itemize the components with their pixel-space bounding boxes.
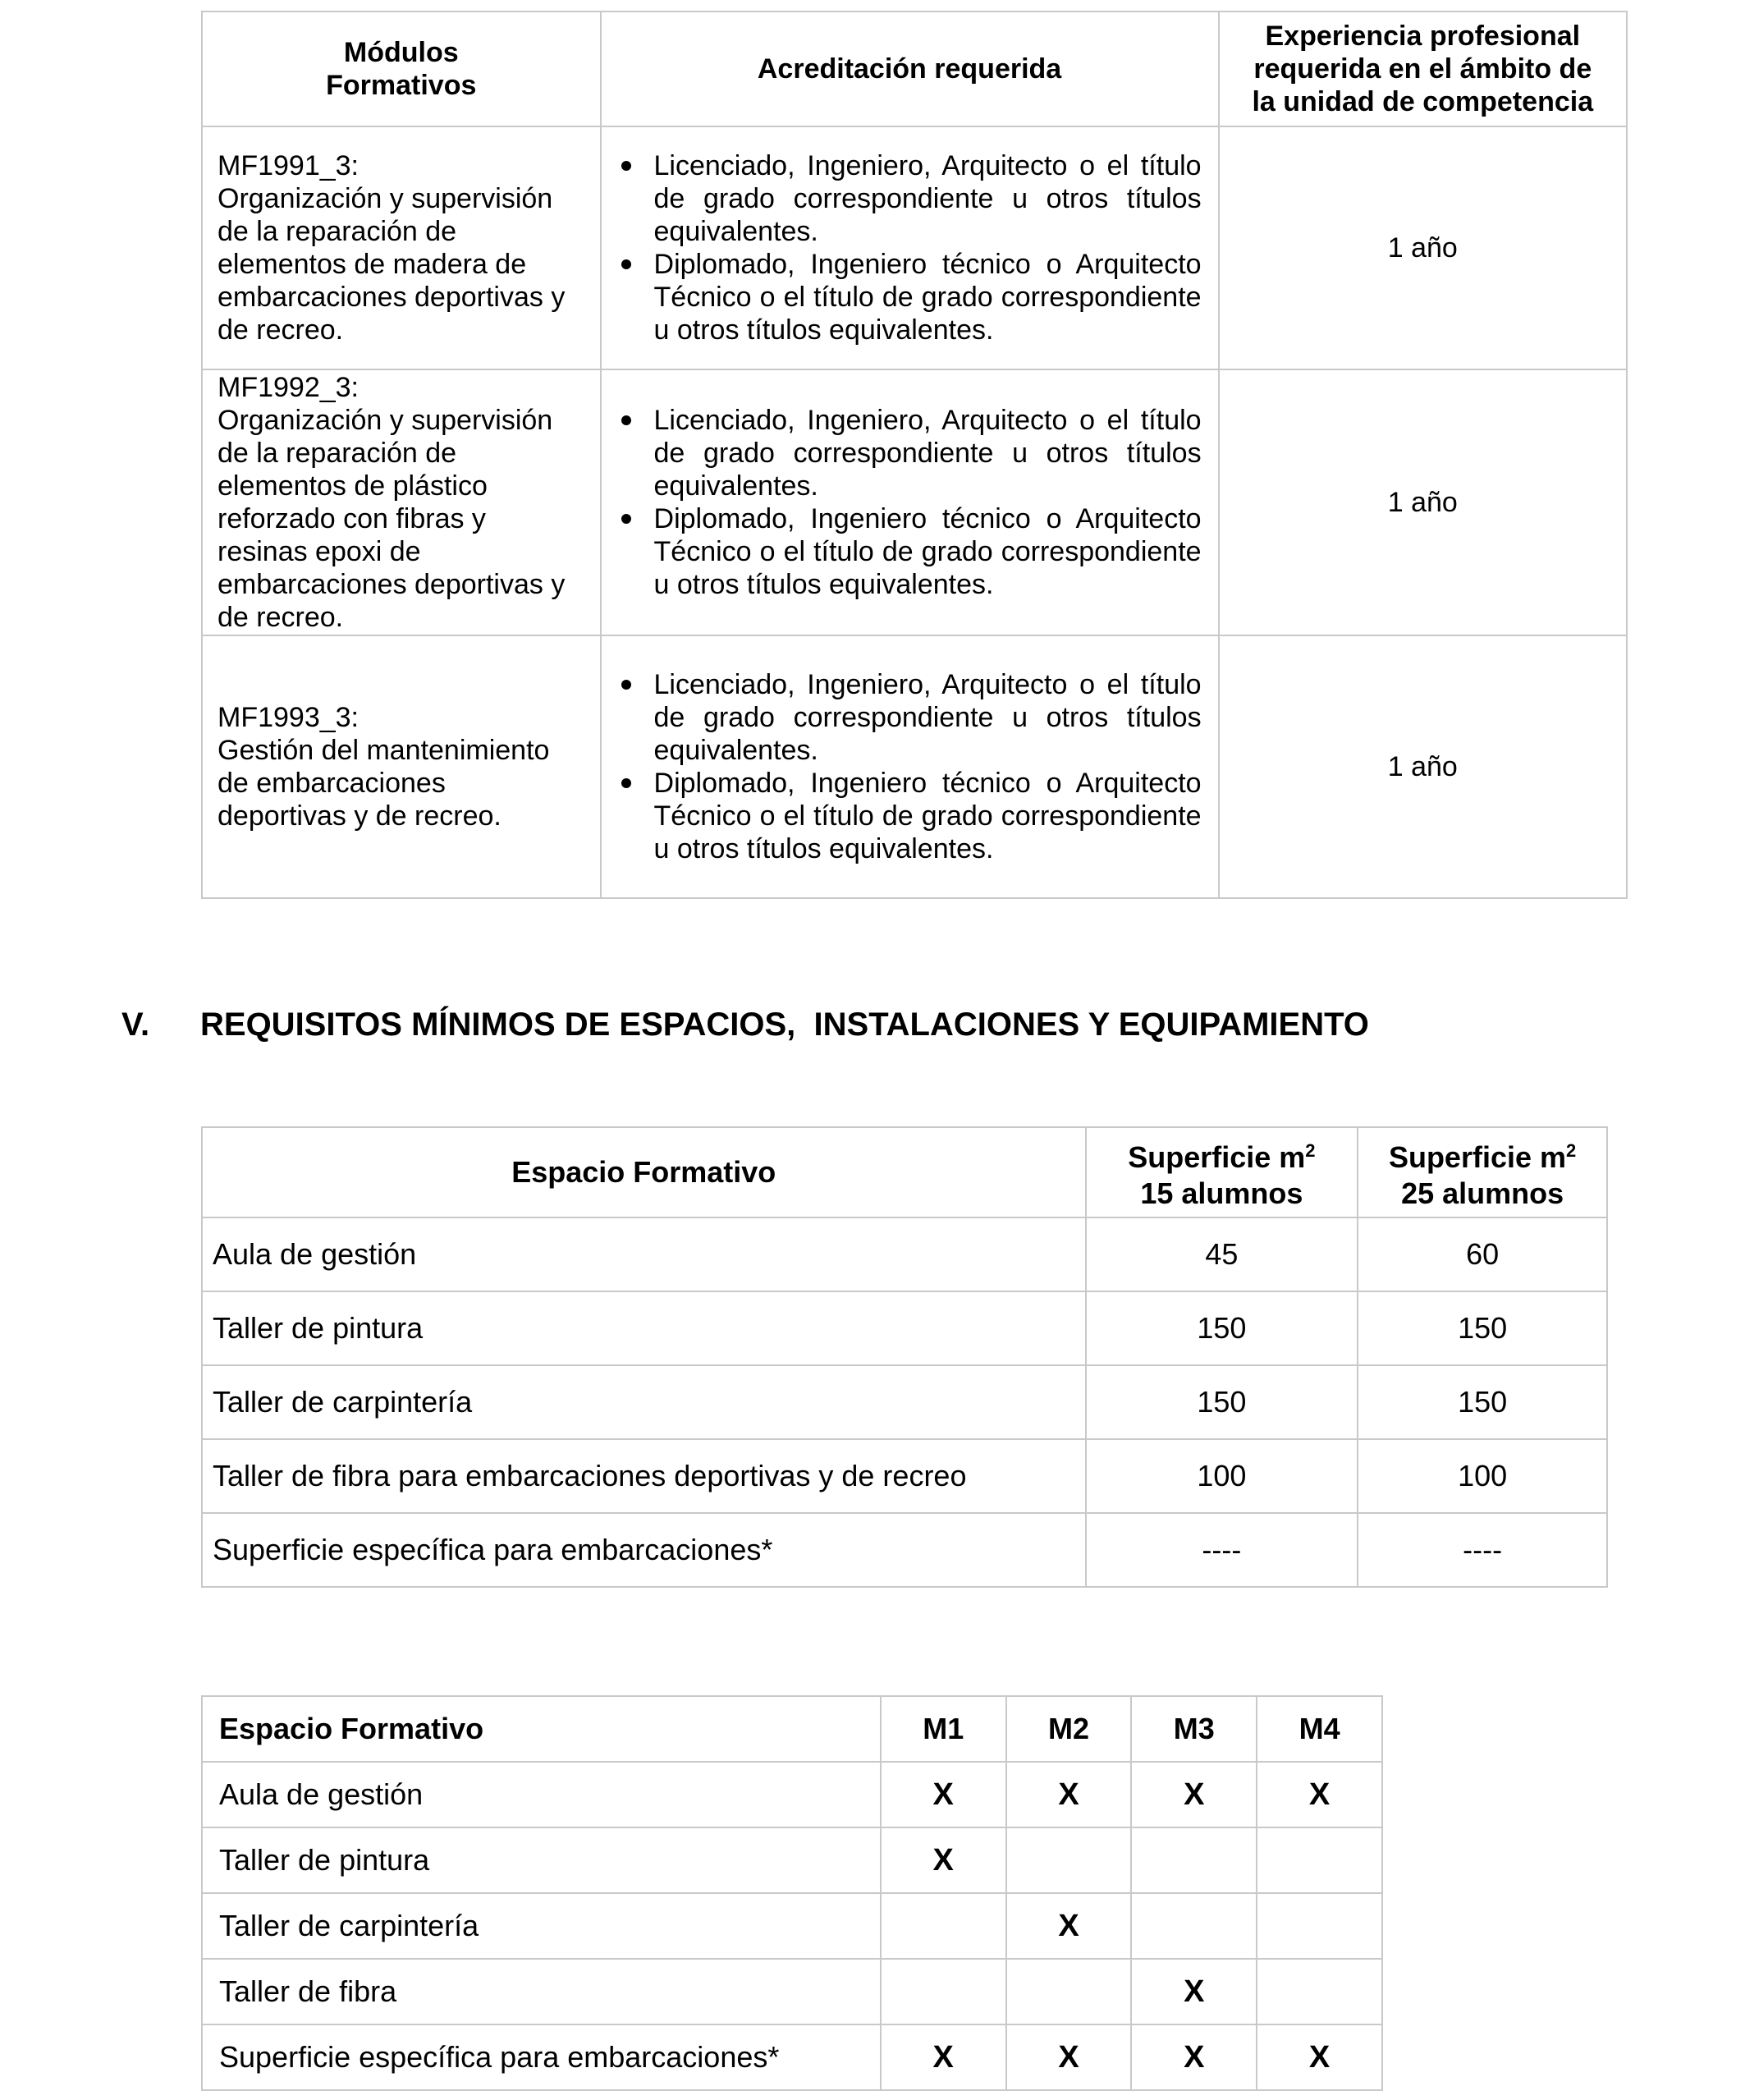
- module-cell: MF1991_3: Organización y supervisión de la reparación de elementos de madera de embarcaciones deportivas y de recreo.: [202, 126, 601, 369]
- mark-m2: X: [1006, 2024, 1132, 2090]
- surface-15: 100: [1086, 1439, 1358, 1513]
- table-row: [202, 1365, 1607, 1439]
- header-experience: Experiencia profesional requerida en el ámbito de la unidad de competencia: [1219, 11, 1627, 126]
- surface-25: 150: [1358, 1291, 1607, 1365]
- space-name: Superficie específica para embarcaciones*: [202, 2024, 881, 2090]
- table-row: [202, 2024, 1382, 2090]
- header-m1: M1: [881, 1696, 1006, 1762]
- mark-m3: X: [1131, 2024, 1257, 2090]
- header-accreditation: Acreditación requerida: [601, 11, 1219, 126]
- table-row: [202, 1439, 1607, 1513]
- table-row: [202, 126, 1627, 369]
- mark-m3: [1131, 1893, 1257, 1959]
- header-m3: M3: [1131, 1696, 1257, 1762]
- modules-header-row: [202, 11, 1627, 126]
- list-item: Licenciado, Ingeniero, Arquitecto o el título de grado correspondiente u otros títulos equivalentes.: [616, 149, 1202, 248]
- mark-m3: X: [1131, 1959, 1257, 2024]
- surface-25: ----: [1358, 1513, 1607, 1587]
- list-item: Diplomado, Ingeniero técnico o Arquitecto Técnico o el título de grado correspondiente u otros títulos equivalentes.: [616, 248, 1202, 346]
- accreditation-cell: [601, 635, 1219, 898]
- space-name: Taller de pintura: [202, 1827, 881, 1893]
- header-space: Espacio Formativo: [202, 1127, 1086, 1217]
- space-name: Taller de fibra para embarcaciones deportivas y de recreo: [202, 1439, 1086, 1513]
- table-row: [202, 1513, 1607, 1587]
- mark-m3: [1131, 1827, 1257, 1893]
- list-item: Diplomado, Ingeniero técnico o Arquitecto Técnico o el título de grado correspondiente u otros títulos equivalentes.: [616, 502, 1202, 601]
- section-title: REQUISITOS MÍNIMOS DE ESPACIOS, INSTALACIONES Y EQUIPAMIENTO: [200, 1006, 1369, 1043]
- mark-m2: X: [1006, 1762, 1132, 1827]
- mark-m4: X: [1257, 1762, 1382, 1827]
- list-item: Diplomado, Ingeniero técnico o Arquitecto Técnico o el título de grado correspondiente u otros títulos equivalentes.: [616, 767, 1202, 865]
- space-name: Aula de gestión: [202, 1217, 1086, 1291]
- table-row: [202, 1217, 1607, 1291]
- accreditation-list: [616, 404, 1202, 601]
- accreditation-list: [616, 149, 1202, 346]
- mark-m2: X: [1006, 1893, 1132, 1959]
- header-m4: M4: [1257, 1696, 1382, 1762]
- experience-cell: 1 año: [1219, 126, 1627, 369]
- space-name: Aula de gestión: [202, 1762, 881, 1827]
- table-row: [202, 1827, 1382, 1893]
- accreditation-list: [616, 668, 1202, 865]
- mark-m4: [1257, 1893, 1382, 1959]
- surface-15: 45: [1086, 1217, 1358, 1291]
- table-row: [202, 369, 1627, 635]
- mark-m1: [881, 1893, 1006, 1959]
- surface-15: 150: [1086, 1365, 1358, 1439]
- space-name: Taller de pintura: [202, 1291, 1086, 1365]
- table-row: [202, 635, 1627, 898]
- table-row: [202, 1893, 1382, 1959]
- section-number: V.: [121, 1006, 150, 1043]
- mark-m4: X: [1257, 2024, 1382, 2090]
- space-name: Taller de carpintería: [202, 1893, 881, 1959]
- header-surface-15: Superficie $m^2$ 15 alumnos: [1086, 1127, 1358, 1217]
- header-modules: Módulos Formativos: [202, 11, 601, 126]
- mark-m2: [1006, 1959, 1132, 2024]
- list-item: Licenciado, Ingeniero, Arquitecto o el título de grado correspondiente u otros títulos equivalentes.: [616, 668, 1202, 767]
- space-module-matrix: [201, 1695, 1383, 2091]
- mark-m2: [1006, 1827, 1132, 1893]
- mark-m3: X: [1131, 1762, 1257, 1827]
- surfaces-table: [201, 1126, 1608, 1588]
- modules-table: [201, 11, 1628, 899]
- surface-15: ----: [1086, 1513, 1358, 1587]
- experience-cell: 1 año: [1219, 635, 1627, 898]
- mark-m1: X: [881, 1762, 1006, 1827]
- mark-m4: [1257, 1827, 1382, 1893]
- module-cell: MF1992_3: Organización y supervisión de la reparación de elementos de plástico reforzado con fibras y resinas epoxi de embarcaciones deportivas y de recreo.: [202, 369, 601, 635]
- surface-25: 150: [1358, 1365, 1607, 1439]
- surfaces-header-row: [202, 1127, 1607, 1217]
- surface-25: 100: [1358, 1439, 1607, 1513]
- table-row: [202, 1959, 1382, 2024]
- table-row: [202, 1291, 1607, 1365]
- experience-cell: 1 año: [1219, 369, 1627, 635]
- space-name: Taller de fibra: [202, 1959, 881, 2024]
- space-name: Taller de carpintería: [202, 1365, 1086, 1439]
- mark-m4: [1257, 1959, 1382, 2024]
- surface-15: 150: [1086, 1291, 1358, 1365]
- space-name: Superficie específica para embarcaciones*: [202, 1513, 1086, 1587]
- header-m2: M2: [1006, 1696, 1132, 1762]
- mark-m1: X: [881, 1827, 1006, 1893]
- accreditation-cell: [601, 126, 1219, 369]
- surface-25: 60: [1358, 1217, 1607, 1291]
- mark-m1: [881, 1959, 1006, 2024]
- accreditation-cell: [601, 369, 1219, 635]
- header-surface-25: Superficie $m^2$ 25 alumnos: [1358, 1127, 1607, 1217]
- module-cell: MF1993_3: Gestión del mantenimiento de embarcaciones deportivas y de recreo.: [202, 635, 601, 898]
- matrix-header-row: [202, 1696, 1382, 1762]
- section-heading: [121, 1005, 1369, 1044]
- list-item: Licenciado, Ingeniero, Arquitecto o el título de grado correspondiente u otros títulos equivalentes.: [616, 404, 1202, 502]
- mark-m1: X: [881, 2024, 1006, 2090]
- table-row: [202, 1762, 1382, 1827]
- header-space: Espacio Formativo: [202, 1696, 881, 1762]
